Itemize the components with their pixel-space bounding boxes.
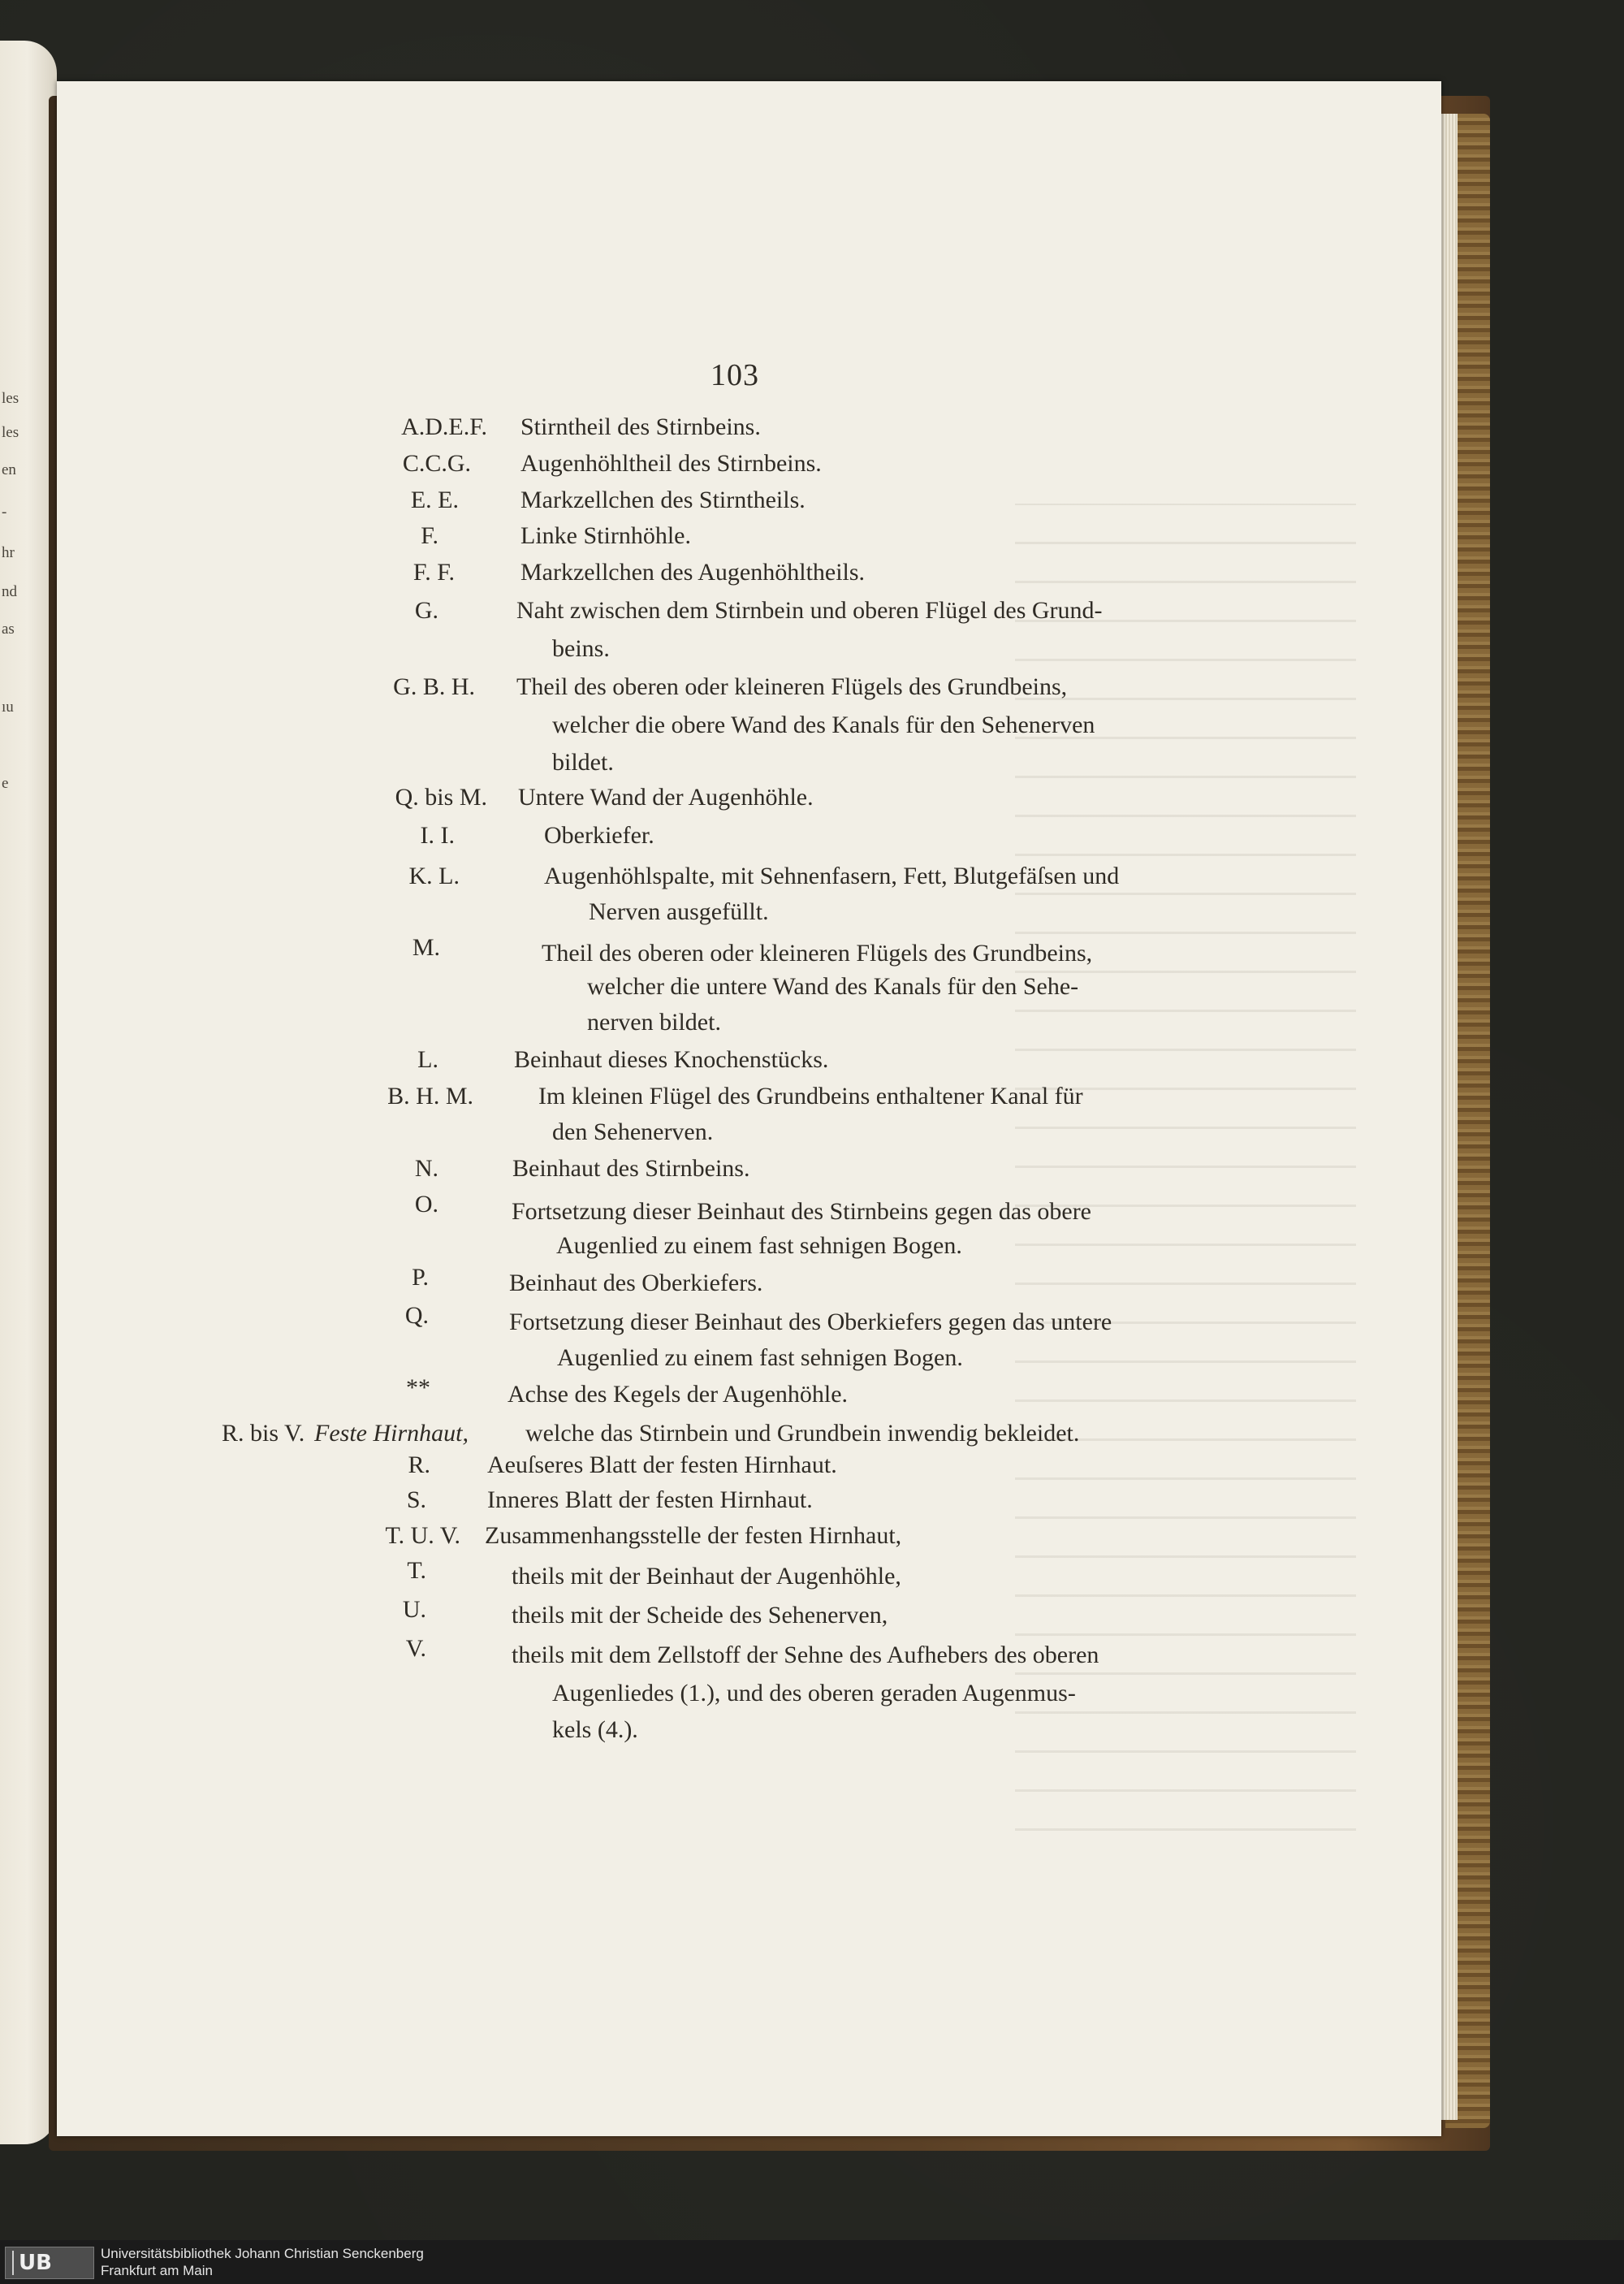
entry-text: Fortsetzung dieser Beinhaut des Oberkiefers gegen das untere: [509, 1309, 1112, 1335]
entry-text: Beinhaut des Stirnbeins.: [512, 1155, 750, 1182]
entry-text: Theil des oberen oder kleineren Flügels des Grundbeins,: [516, 673, 1068, 700]
entry-continuation: beins.: [552, 635, 610, 662]
entry-continuation: welcher die untere Wand des Kanals für den Sehe-: [587, 973, 1079, 1000]
entry-continuation: kels (4.).: [552, 1716, 638, 1743]
left-page-fragment: les: [2, 390, 19, 407]
entry-text: Markzellchen des Stirntheils.: [520, 487, 806, 513]
library-logo: [5, 2247, 94, 2279]
entry-text: Im kleinen Flügel des Grundbeins enthaltener Kanal für: [538, 1083, 1083, 1110]
entry-text: Linke Stirnhöhle.: [520, 522, 691, 549]
entry-continuation: Nerven ausgefüllt.: [589, 898, 769, 925]
entry-text: Oberkiefer.: [544, 822, 654, 849]
entry-label: G.: [414, 597, 438, 624]
library-credit: [101, 2245, 424, 2279]
left-page-fragment: as: [2, 621, 15, 638]
entry-text: Achse des Kegels der Augenhöhle.: [508, 1381, 849, 1408]
entry-text: Aeuſseres Blatt der festen Hirnhaut.: [487, 1451, 837, 1478]
entry-label: L.: [417, 1046, 438, 1073]
entry-text: Markzellchen des Augenhöhltheils.: [520, 559, 866, 586]
entry-label: O.: [414, 1191, 438, 1218]
entry-label: V.: [405, 1635, 426, 1662]
entry-label: Q. bis M.: [395, 784, 487, 811]
entry-label: S.: [406, 1486, 426, 1513]
entry-label: U.: [402, 1596, 426, 1623]
entry-label: B. H. M.: [387, 1083, 473, 1110]
entry-text: theils mit dem Zellstoff der Sehne des Aufhebers des oberen: [512, 1642, 1099, 1668]
entry-continuation: Augenlied zu einem fast sehnigen Bogen.: [557, 1344, 963, 1371]
entry-continuation: nerven bildet.: [587, 1009, 721, 1036]
left-page-fragment: -: [2, 504, 7, 521]
entry-label: K. L.: [408, 863, 460, 889]
entry-text: Beinhaut dieses Knochenstücks.: [514, 1046, 829, 1073]
entry-label: P.: [412, 1264, 429, 1291]
left-page-fragment: ıu: [2, 699, 14, 716]
entry-label: Q.: [404, 1302, 429, 1329]
section-description: welche das Stirnbein und Grundbein inwendig bekleidet.: [525, 1420, 1080, 1447]
section-range: R. bis V.: [222, 1420, 305, 1447]
entry-label: N.: [414, 1155, 438, 1182]
left-page-fragment: en: [2, 461, 16, 478]
entry-text: Beinhaut des Oberkiefers.: [509, 1270, 763, 1296]
left-page-fragment: les: [2, 424, 19, 441]
left-page-fragment: e: [2, 775, 9, 792]
logo-divider: [12, 2251, 14, 2275]
entry-text: theils mit der Scheide des Sehenerven,: [512, 1602, 888, 1629]
entry-text: theils mit der Beinhaut der Augenhöhle,: [512, 1563, 901, 1590]
entry-text: Naht zwischen dem Stirnbein und oberen Flügel des Grund-: [516, 597, 1103, 624]
entry-label: **: [406, 1374, 430, 1401]
entry-label: M.: [412, 934, 440, 961]
entry-label: T.: [407, 1557, 426, 1584]
entry-label: F.: [421, 522, 438, 549]
left-page-fragment: nd: [2, 583, 17, 600]
entry-continuation: welcher die obere Wand des Kanals für den Sehenerven: [552, 712, 1095, 738]
entry-text: Fortsetzung dieser Beinhaut des Stirnbeins gegen das obere: [512, 1198, 1091, 1225]
logo-text: UB: [19, 2251, 52, 2275]
entry-text: Inneres Blatt der festen Hirnhaut.: [487, 1486, 813, 1513]
entry-text: Augenhöhltheil des Stirnbeins.: [520, 450, 822, 477]
entry-label: C.C.G.: [402, 450, 471, 477]
entry-continuation: bildet.: [552, 749, 614, 776]
page-number: 103: [710, 358, 759, 392]
entry-label: T. U. V.: [385, 1522, 460, 1549]
entry-text: Stirntheil des Stirnbeins.: [520, 413, 761, 440]
left-page-fragment: hr: [2, 544, 15, 561]
entry-label: F. F.: [412, 559, 455, 586]
credit-line-2: Frankfurt am Main: [101, 2263, 213, 2278]
entry-text: Augenhöhlspalte, mit Sehnenfasern, Fett, Blutgefäſsen und: [544, 863, 1120, 889]
entry-text: Untere Wand der Augenhöhle.: [518, 784, 814, 811]
entry-continuation: Augenliedes (1.), und des oberen geraden Augenmus-: [552, 1680, 1076, 1707]
entry-label: R.: [408, 1451, 430, 1478]
entry-label: A.D.E.F.: [401, 413, 487, 440]
entry-continuation: den Sehenerven.: [552, 1118, 714, 1145]
section-term: Feste Hirnhaut,: [314, 1420, 469, 1447]
credit-line-1: Universitätsbibliothek Johann Christian Senckenberg: [101, 2246, 424, 2261]
entry-label: I. I.: [420, 822, 455, 849]
entry-text: Zusammenhangsstelle der festen Hirnhaut,: [485, 1522, 902, 1549]
entry-label: E. E.: [410, 487, 459, 513]
entry-continuation: Augenlied zu einem fast sehnigen Bogen.: [556, 1232, 962, 1259]
entry-text: Theil des oberen oder kleineren Flügels des Grundbeins,: [542, 940, 1093, 967]
entry-label: G. B. H.: [393, 673, 475, 700]
